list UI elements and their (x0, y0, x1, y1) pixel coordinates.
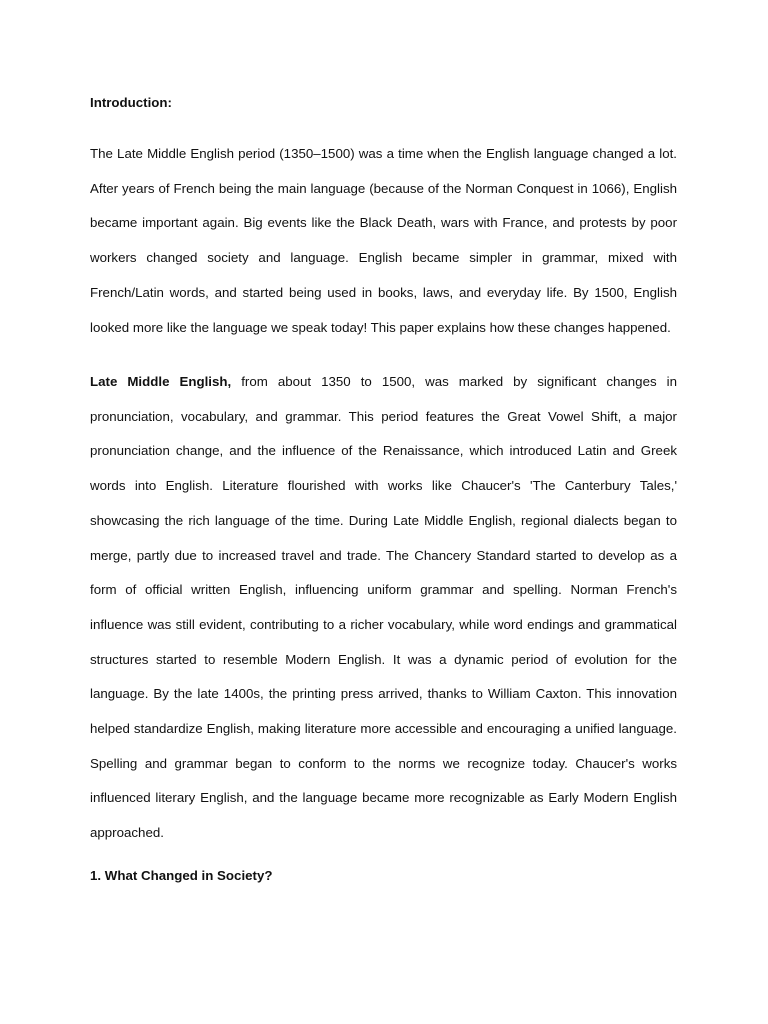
paragraph-lead-term: Late Middle English, (90, 374, 232, 389)
paragraph-body-text: from about 1350 to 1500, was marked by significant changes in pronunciation, vocabulary, and grammar. This period features the Great Vowel Shift, a major pronunciation change, and the influence of the Renaissance, which introduced Latin and Greek words into English. Literature flourished with works like Chaucer's 'The Canterbury Tales,' showcasing the rich language of the time. During Late Middle English, regional dialects began to merge, partly due to increased travel and trade. The Chancery Standard started to develop as a form of official written English, influencing uniform grammar and spelling. Norman French's influence was still evident, contributing to a richer vocabulary, while word endings and grammatical structures started to resemble Modern English. It was a dynamic period of evolution for the language. By the late 1400s, the printing press arrived, thanks to William Caxton. This innovation helped standardize English, making literature more accessible and encouraging a unified language. Spelling and grammar began to conform to the norms we recognize today. Chaucer's works influenced literary English, and the language became more recognizable as Early Modern English approached. (90, 374, 677, 841)
late-middle-english-paragraph (90, 365, 677, 851)
introduction-heading: Introduction: (90, 95, 172, 110)
section-heading-society: 1. What Changed in Society? (90, 868, 273, 883)
introduction-paragraph: The Late Middle English period (1350–1500) was a time when the English language changed a lot. After years of French being the main language (because of the Norman Conquest in 1066), English became important again. Big events like the Black Death, wars with France, and protests by poor workers changed society and language. English became simpler in grammar, mixed with French/Latin words, and started being used in books, laws, and everyday life. By 1500, English looked more like the language we speak today! This paper explains how these changes happened. (90, 146, 677, 335)
